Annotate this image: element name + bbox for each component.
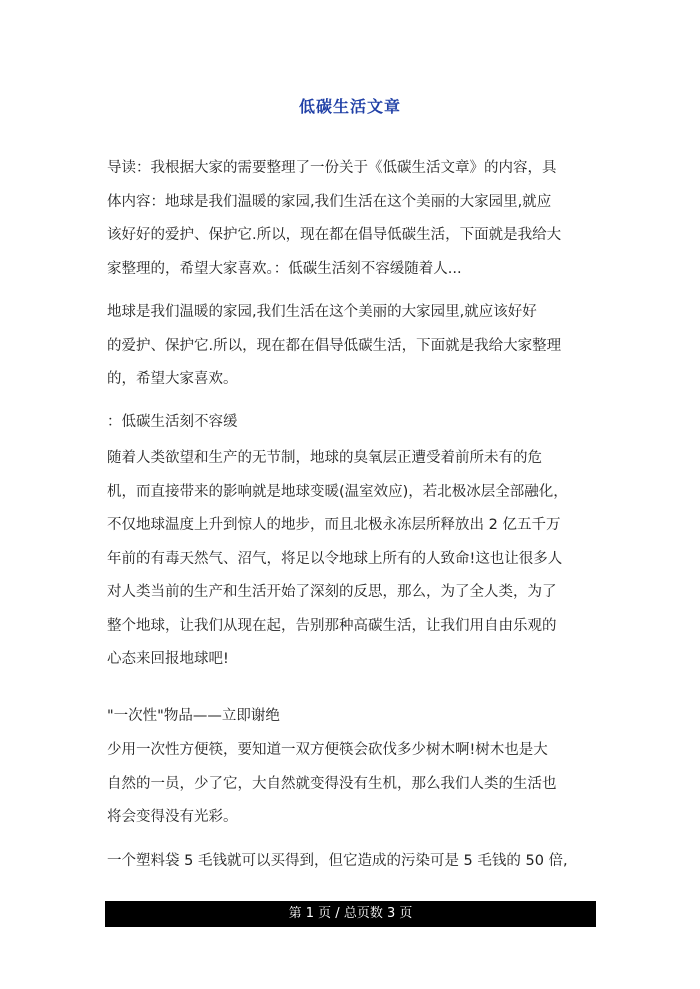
paragraph-line: 机，而直接带来的影响就是地球变暖(温室效应)，若北极冰层全部融化， [107, 483, 568, 500]
paragraph-line: 地球是我们温暖的家园,我们生活在这个美丽的大家园里,就应该好好 [107, 304, 537, 320]
paragraph-line: 不仅地球温度上升到惊人的地步，而且北极永冻层所释放出 2 亿五千万 [107, 517, 561, 533]
paragraph-line: 的，希望大家喜欢。 [107, 371, 238, 387]
intro-paragraph [107, 152, 595, 286]
paragraph-line: 的爱护、保护它.所以，现在都在倡导低碳生活，下面就是我给大家整理 [107, 337, 562, 354]
heading-text: "一次性"物品——立即谢绝 [107, 708, 280, 724]
paragraph-3 [107, 734, 595, 835]
paragraph-4 [107, 845, 595, 879]
paragraph-line: 随着人类欲望和生产的无节制，地球的臭氧层正遭受着前所未有的危 [107, 450, 542, 466]
intro-line: 该好好的爱护、保护它.所以，现在都在倡导低碳生活，下面就是我给大 [107, 227, 562, 243]
intro-line: 导读：我根据大家的需要整理了一份关于《低碳生活文章》的内容，具 [107, 160, 557, 176]
paragraph-line: 整个地球，让我们从现在起，告别那种高碳生活，让我们用自由乐观的 [107, 617, 557, 634]
document-title: 低碳生活文章 [298, 97, 401, 116]
paragraph-line: 将会变得没有光彩。 [107, 809, 238, 825]
paragraph-1 [107, 296, 595, 397]
paragraph-line: 年前的有毒天然气、沼气，将足以令地球上所有的人致命!这也让很多人 [107, 550, 563, 567]
intro-line: 体内容：地球是我们温暖的家园,我们生活在这个美丽的大家园里,就应 [107, 193, 552, 210]
paragraph-line: 少用一次性方便筷，要知道一双方便筷会砍伐多少树木啊!树木也是大 [107, 742, 548, 758]
paragraph-line: 对人类当前的生产和生活开始了深刻的反思，那么，为了全人类，为了 [107, 584, 557, 600]
heading-text: ：低碳生活刻不容缓 [107, 414, 238, 430]
page-footer [105, 901, 596, 927]
intro-line: 家整理的，希望大家喜欢。：低碳生活刻不容缓随着人... [107, 260, 462, 277]
paragraph-line: 自然的一员，少了它，大自然就变得没有生机，那么我们人类的生活也 [107, 775, 557, 792]
section-heading-2 [107, 700, 595, 734]
paragraph-line: 心态来回报地球吧! [107, 651, 229, 667]
section-heading-1 [107, 406, 595, 440]
paragraph-2 [107, 442, 595, 677]
paragraph-line: 一个塑料袋 5 毛钱就可以买得到，但它造成的污染可是 5 毛钱的 50 倍, [107, 853, 568, 869]
page-number-text: 第 1 页 / 总页数 3 页 [288, 906, 413, 921]
